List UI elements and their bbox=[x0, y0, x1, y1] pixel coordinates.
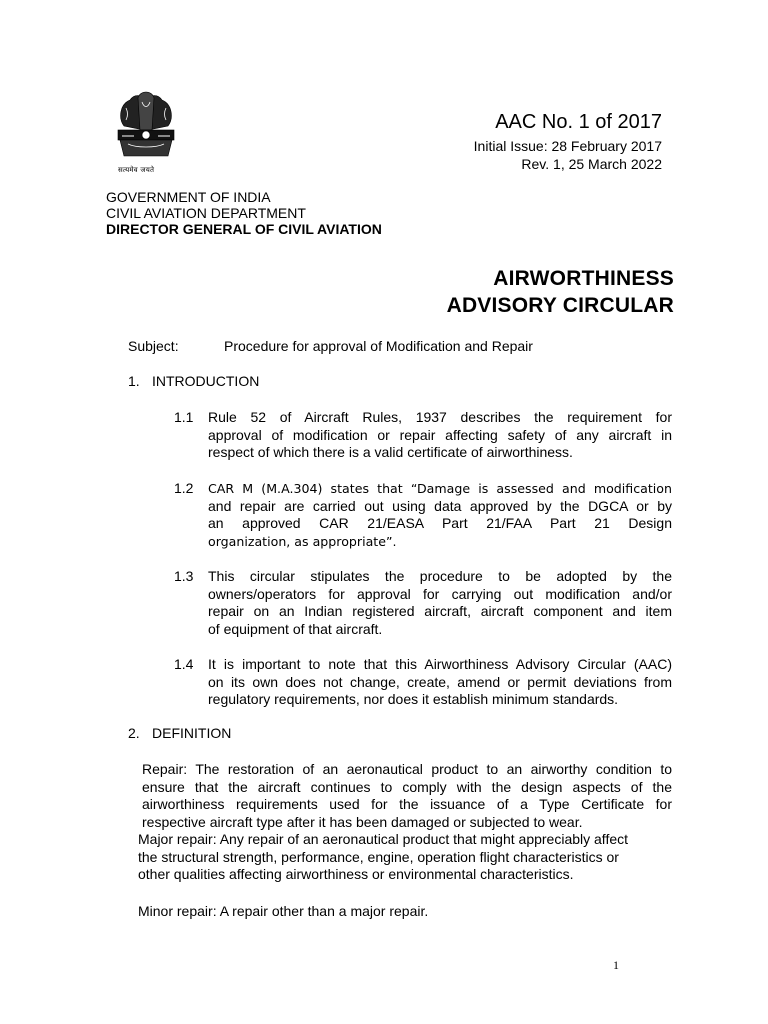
paragraph-line: repair on an Indian registered aircraft, aircraft component and item bbox=[208, 603, 672, 620]
paragraph-number: 1.4 bbox=[174, 656, 194, 672]
paragraph-line: on its own does not change, create, amend or permit deviations from bbox=[208, 673, 672, 690]
paragraph-line: CAR M (M.A.304) states that “Damage is assessed and modification bbox=[208, 481, 672, 496]
national-emblem-icon bbox=[108, 86, 184, 176]
paragraph-1-2 bbox=[208, 480, 672, 550]
paragraph-line: Rule 52 of Aircraft Rules, 1937 describes the requirement for bbox=[208, 409, 672, 425]
aac-number: AAC No. 1 of 2017 bbox=[495, 111, 662, 133]
document-title-line-1: AIRWORTHINESS bbox=[493, 267, 674, 290]
definition-line: Major repair: Any repair of an aeronautical product that might appreciably affect bbox=[138, 831, 629, 847]
paragraph-line: of equipment of that aircraft. bbox=[208, 620, 383, 637]
subject-text: Procedure for approval of Modification and Repair bbox=[224, 338, 533, 354]
paragraph-number: 1.2 bbox=[174, 480, 194, 496]
revision-date: Rev. 1, 25 March 2022 bbox=[521, 156, 662, 172]
paragraph-line: and repair are carried out using data approved by the DGCA or by bbox=[208, 497, 672, 514]
section-title: INTRODUCTION bbox=[152, 373, 260, 389]
org-line-department: CIVIL AVIATION DEPARTMENT bbox=[106, 205, 306, 221]
paragraph-line: an approved CAR 21/EASA Part 21/FAA Part 21 Design bbox=[208, 515, 672, 532]
paragraph-line: approval of modification or repair affecting safety of any aircraft in bbox=[208, 426, 672, 443]
section-number: 2. bbox=[128, 725, 140, 741]
paragraph-line: respect of which there is a valid certificate of airworthiness. bbox=[208, 444, 573, 461]
page-number: 1 bbox=[613, 958, 619, 972]
definition-line: Repair: The restoration of an aeronautical product to an airworthy condition to bbox=[142, 761, 672, 777]
definition-major-repair bbox=[138, 831, 674, 884]
paragraph-1-1 bbox=[208, 409, 672, 462]
section-title: DEFINITION bbox=[152, 725, 232, 741]
org-line-directorate: DIRECTOR GENERAL OF CIVIL AVIATION bbox=[106, 221, 382, 237]
definition-minor-repair: Minor repair: A repair other than a major repair. bbox=[138, 903, 429, 919]
section-number: 1. bbox=[128, 373, 140, 389]
paragraph-line: owners/operators for approval for carrying out modification and/or bbox=[208, 585, 672, 602]
definition-line: ensure that the aircraft continues to comply with the design aspects of the bbox=[142, 778, 672, 795]
paragraph-number: 1.3 bbox=[174, 568, 194, 584]
definition-repair bbox=[142, 761, 672, 831]
paragraph-line: This circular stipulates the procedure to be adopted by the bbox=[208, 568, 672, 584]
definition-line: other qualities affecting airworthiness or environmental characteristics. bbox=[138, 866, 574, 883]
definition-line: respective aircraft type after it has been damaged or subjected to wear. bbox=[142, 813, 583, 830]
org-line-government: GOVERNMENT OF INDIA bbox=[106, 189, 271, 205]
emblem-motto: सत्यमेव जयते bbox=[118, 166, 155, 174]
paragraph-1-4 bbox=[208, 656, 672, 709]
document-title-line-2: ADVISORY CIRCULAR bbox=[446, 294, 674, 317]
subject-label: Subject: bbox=[128, 338, 179, 354]
paragraph-line: organization, as appropriate”. bbox=[208, 533, 397, 549]
initial-issue-date: Initial Issue: 28 February 2017 bbox=[473, 138, 662, 154]
definition-line: airworthiness requirements used for the issuance of a Type Certificate for bbox=[142, 796, 672, 813]
paragraph-1-3 bbox=[208, 568, 672, 638]
paragraph-number: 1.1 bbox=[174, 409, 194, 425]
definition-line: the structural strength, performance, engine, operation flight characteristics or bbox=[138, 848, 619, 865]
section-heading-introduction bbox=[128, 373, 259, 389]
paragraph-line: It is important to note that this Airworthiness Advisory Circular (AAC) bbox=[208, 656, 672, 672]
section-heading-definition bbox=[128, 725, 231, 741]
paragraph-line: regulatory requirements, nor does it establish minimum standards. bbox=[208, 691, 619, 708]
